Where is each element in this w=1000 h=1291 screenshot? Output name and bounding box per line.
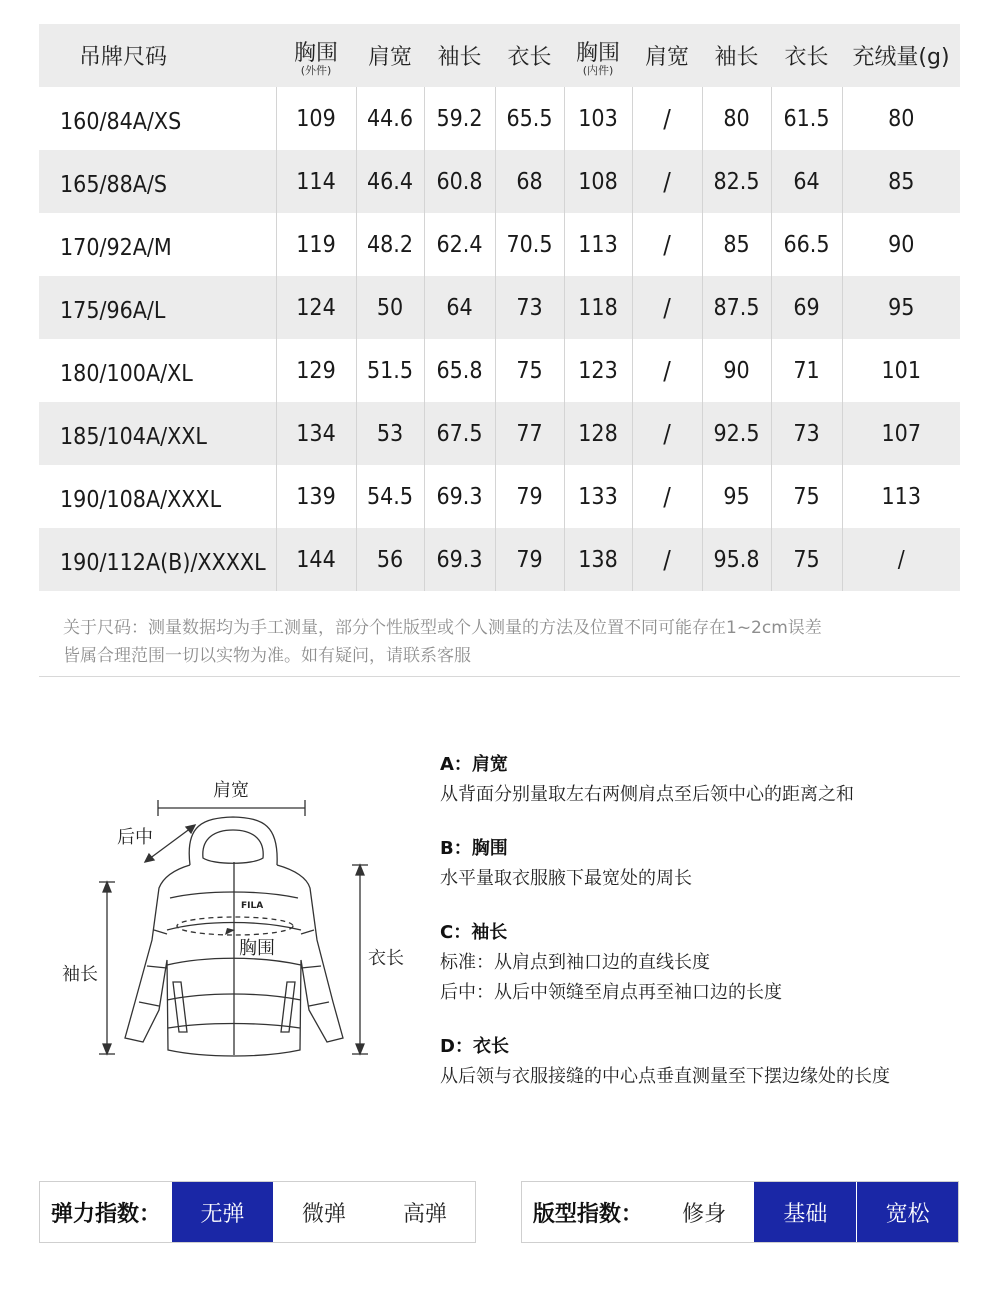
table-cell: 69.3 <box>424 465 495 528</box>
fit-option-regular: 基础 <box>754 1182 856 1242</box>
elasticity-option-slight: 微弹 <box>301 1201 346 1227</box>
table-cell: / <box>632 150 702 213</box>
size-cell: 185/104A/XXL <box>60 423 207 450</box>
note-line-1: 关于尺码：测量数据均为手工测量，部分个性版型或个人测量的方法及位置不同可能存在1~2cm误差 <box>63 618 822 638</box>
table-row <box>39 213 960 276</box>
header-sleeve-inner: 袖长 <box>714 45 759 70</box>
label-back-center: 后中 <box>117 827 153 848</box>
elasticity-index-bar <box>39 1181 476 1243</box>
definition-text: 后中：从后中领缝至肩点再至袖口边的长度 <box>440 982 782 1003</box>
table-cell: 64 <box>771 150 842 213</box>
header-length-outer: 衣长 <box>507 45 552 70</box>
table-cell: 75 <box>771 528 842 591</box>
size-cell: 165/88A/S <box>60 171 168 198</box>
section-divider <box>39 676 960 677</box>
table-cell: 62.4 <box>424 213 495 276</box>
table-cell: 69.3 <box>424 528 495 591</box>
header-sleeve-outer: 袖长 <box>437 45 482 70</box>
size-cell: 180/100A/XL <box>60 360 193 387</box>
table-header-row <box>39 24 960 87</box>
definition-shoulder <box>440 750 980 810</box>
table-cell: 79 <box>495 465 564 528</box>
table-cell: 56 <box>356 528 424 591</box>
table-cell: 113 <box>564 213 632 276</box>
table-cell: 129 <box>276 339 356 402</box>
table-cell: 108 <box>564 150 632 213</box>
table-cell: 75 <box>771 465 842 528</box>
table-cell: 90 <box>842 213 960 276</box>
size-cell: 160/84A/XS <box>60 108 182 135</box>
table-cell: 73 <box>771 402 842 465</box>
table-cell: 95 <box>702 465 771 528</box>
table-cell: 85 <box>702 213 771 276</box>
table-cell: 71 <box>771 339 842 402</box>
table-cell: 133 <box>564 465 632 528</box>
table-cell: 53 <box>356 402 424 465</box>
table-cell: / <box>632 87 702 150</box>
table-cell: 85 <box>842 150 960 213</box>
table-cell: 144 <box>276 528 356 591</box>
table-cell: 138 <box>564 528 632 591</box>
table-cell: / <box>632 465 702 528</box>
brand-logo: FILA <box>241 901 264 911</box>
elasticity-option-high: 高弹 <box>402 1201 447 1227</box>
definition-heading: C：袖长 <box>440 922 508 943</box>
table-cell: 118 <box>564 276 632 339</box>
table-cell: 70.5 <box>495 213 564 276</box>
size-table <box>39 24 960 591</box>
table-cell: 80 <box>842 87 960 150</box>
table-cell: 79 <box>495 528 564 591</box>
size-cell: 190/108A/XXXL <box>60 486 222 513</box>
table-cell: 128 <box>564 402 632 465</box>
table-cell: 139 <box>276 465 356 528</box>
note-line-2: 皆属合理范围一切以实物为准。如有疑问，请联系客服 <box>63 646 471 666</box>
table-cell: / <box>842 528 960 591</box>
definition-chest <box>440 834 980 894</box>
table-row <box>39 339 960 402</box>
table-cell: 69 <box>771 276 842 339</box>
header-length-inner: 衣长 <box>784 45 829 70</box>
table-cell: 134 <box>276 402 356 465</box>
header-shoulder-outer: 肩宽 <box>367 45 412 70</box>
table-cell: 61.5 <box>771 87 842 150</box>
table-cell: 95 <box>842 276 960 339</box>
table-cell: 65.8 <box>424 339 495 402</box>
label-chest: 胸围 <box>239 938 275 959</box>
table-cell: 66.5 <box>771 213 842 276</box>
definition-text: 从背面分别量取左右两侧肩点至后领中心的距离之和 <box>440 784 854 805</box>
table-cell: 64 <box>424 276 495 339</box>
definition-heading: B：胸围 <box>440 838 508 859</box>
definition-text: 水平量取衣服腋下最宽处的周长 <box>440 868 692 889</box>
table-row <box>39 402 960 465</box>
table-cell: 75 <box>495 339 564 402</box>
table-cell: / <box>632 339 702 402</box>
table-cell: 73 <box>495 276 564 339</box>
size-cell: 170/92A/M <box>60 234 172 261</box>
table-cell: 113 <box>842 465 960 528</box>
definition-sleeve <box>440 918 980 1008</box>
fit-label: 版型指数： <box>532 1201 643 1227</box>
definition-heading: A：肩宽 <box>440 754 508 775</box>
definition-text: 从后领与衣服接缝的中心点垂直测量至下摆边缘处的长度 <box>440 1066 890 1087</box>
jacket-diagram <box>55 770 425 1070</box>
definition-heading: D：衣长 <box>440 1036 509 1057</box>
table-cell: 60.8 <box>424 150 495 213</box>
table-cell: 54.5 <box>356 465 424 528</box>
table-cell: 107 <box>842 402 960 465</box>
label-shoulder: 肩宽 <box>213 780 249 801</box>
table-cell: 65.5 <box>495 87 564 150</box>
table-cell: 46.4 <box>356 150 424 213</box>
definition-text: 标准：从肩点到袖口边的直线长度 <box>440 952 710 973</box>
table-row <box>39 528 960 591</box>
table-row <box>39 276 960 339</box>
table-cell: 90 <box>702 339 771 402</box>
table-cell: / <box>632 402 702 465</box>
table-cell: 67.5 <box>424 402 495 465</box>
header-size-tag: 吊牌尺码 <box>79 45 168 70</box>
table-cell: 44.6 <box>356 87 424 150</box>
label-sleeve: 袖长 <box>62 964 98 985</box>
table-cell: 101 <box>842 339 960 402</box>
measurement-definitions <box>440 750 980 1116</box>
table-cell: 119 <box>276 213 356 276</box>
table-cell: / <box>632 276 702 339</box>
table-cell: / <box>632 213 702 276</box>
table-cell: 87.5 <box>702 276 771 339</box>
table-cell: 82.5 <box>702 150 771 213</box>
table-cell: 77 <box>495 402 564 465</box>
table-cell: 109 <box>276 87 356 150</box>
table-cell: 48.2 <box>356 213 424 276</box>
size-cell: 190/112A(B)/XXXXL <box>60 549 266 576</box>
table-cell: 92.5 <box>702 402 771 465</box>
table-cell: 124 <box>276 276 356 339</box>
fit-option-loose: 宽松 <box>856 1182 958 1242</box>
table-row <box>39 150 960 213</box>
table-cell: 103 <box>564 87 632 150</box>
table-cell: 123 <box>564 339 632 402</box>
table-cell: 50 <box>356 276 424 339</box>
table-cell: 80 <box>702 87 771 150</box>
size-cell: 175/96A/L <box>60 297 166 324</box>
label-length: 衣长 <box>368 948 404 969</box>
definition-length <box>440 1032 980 1092</box>
table-row <box>39 465 960 528</box>
fit-option-slim: 修身 <box>682 1201 727 1227</box>
table-cell: 51.5 <box>356 339 424 402</box>
measurement-note <box>63 614 963 670</box>
fit-index-bar <box>521 1181 959 1243</box>
header-shoulder-inner: 肩宽 <box>644 45 689 70</box>
table-cell: / <box>632 528 702 591</box>
table-cell: 95.8 <box>702 528 771 591</box>
elasticity-label: 弹力指数： <box>50 1201 161 1227</box>
table-row <box>39 87 960 150</box>
table-cell: 114 <box>276 150 356 213</box>
table-cell: 68 <box>495 150 564 213</box>
header-chest-outer: 胸围 (外件) <box>293 40 338 77</box>
header-fill-weight: 充绒量(g) <box>852 45 950 70</box>
elasticity-option-none: 无弹 <box>172 1182 273 1242</box>
table-cell: 59.2 <box>424 87 495 150</box>
header-chest-inner: 胸围 (内件) <box>575 40 620 77</box>
jacket-illustration <box>55 770 425 1070</box>
